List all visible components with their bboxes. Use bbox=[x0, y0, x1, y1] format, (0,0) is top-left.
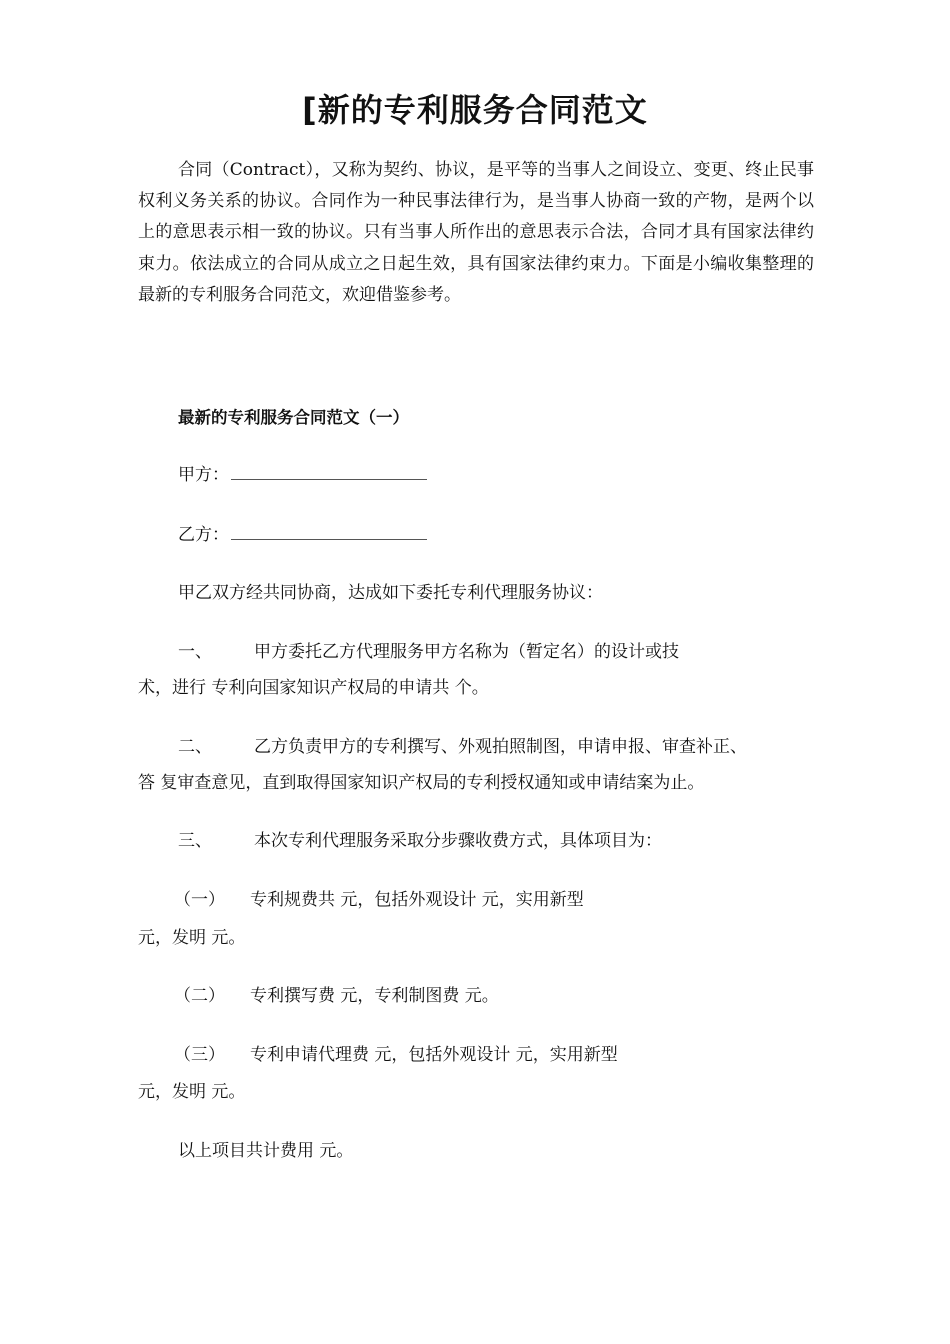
document-title: [新的专利服务合同范文 bbox=[302, 91, 648, 129]
item-1-text: 专利规费共 元，包括外观设计 元，实用新型 bbox=[250, 890, 584, 910]
clause-1-line-1 bbox=[178, 637, 679, 668]
item-1-line-2: 元，发明 元。 bbox=[138, 928, 246, 948]
clause-2-text: 乙方负责甲方的专利撰写、外观拍照制图，申请申报、审查补正、 bbox=[254, 737, 747, 757]
clause-2-line-2: 答 复审查意见，直到取得国家知识产权局的专利授权通知或申请结案为止。 bbox=[138, 773, 705, 793]
clause-3-number: 三、 bbox=[178, 831, 212, 851]
item-3-line-1 bbox=[174, 1040, 618, 1071]
clause-1-line-2: 术，进行 专利向国家知识产权局的申请共 个。 bbox=[138, 678, 489, 698]
total-line: 以上项目共计费用 元。 bbox=[178, 1141, 354, 1161]
item-1-line-1 bbox=[174, 885, 584, 916]
party-b-label: 乙方： bbox=[178, 525, 229, 545]
clause-2-line-1 bbox=[178, 732, 747, 763]
party-a-label: 甲方： bbox=[178, 465, 229, 485]
intro-paragraph: 合同（Contract），又称为契约、协议，是平等的当事人之间设立、变更、终止民事权利义务关系的协议。合同作为一种民事法律行为，是当事人协商一致的产物，是两个以上的意思表示相一致的协议。只有当事人所作出的意思表示合法，合同才具有国家法律约束力。依法成立的合同从成立之日起生效，具有国家法律约束力。下面是小编收集整理的最新的专利服务合同范文，欢迎借鉴参考。 bbox=[138, 160, 814, 305]
clause-3-text: 本次专利代理服务采取分步骤收费方式，具体项目为： bbox=[254, 831, 662, 851]
item-2-number: （二） bbox=[174, 986, 225, 1006]
clause-3-line-1 bbox=[178, 826, 662, 857]
agreement-line: 甲乙双方经共同协商，达成如下委托专利代理服务协议： bbox=[178, 583, 603, 603]
party-b-field bbox=[178, 520, 427, 551]
party-b-blank bbox=[231, 521, 427, 540]
item-2-text: 专利撰写费 元，专利制图费 元。 bbox=[250, 986, 499, 1006]
clause-1-number: 一、 bbox=[178, 642, 212, 662]
clause-2-number: 二、 bbox=[178, 737, 212, 757]
section-heading: 最新的专利服务合同范文（一） bbox=[178, 408, 409, 427]
item-3-line-2: 元，发明 元。 bbox=[138, 1082, 246, 1102]
party-a-blank bbox=[231, 461, 427, 480]
item-3-number: （三） bbox=[174, 1045, 225, 1065]
item-2-line-1 bbox=[174, 981, 499, 1012]
party-a-field bbox=[178, 460, 427, 491]
item-3-text: 专利申请代理费 元，包括外观设计 元，实用新型 bbox=[250, 1045, 618, 1065]
item-1-number: （一） bbox=[174, 890, 225, 910]
clause-1-text: 甲方委托乙方代理服务甲方名称为（暂定名）的设计或技 bbox=[254, 642, 679, 662]
